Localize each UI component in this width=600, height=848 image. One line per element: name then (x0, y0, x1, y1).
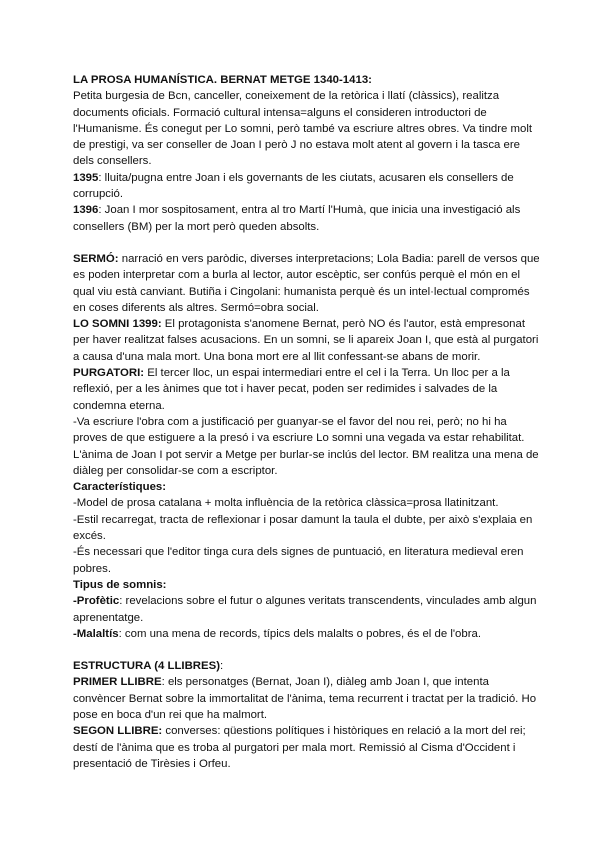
primer-llibre-text: : els personatges (Bernat, Joan I), diàleg amb Joan I, que intenta convèncer Bernat sobre la immortalitat de l'ànima, tema recurrent i tractat per la tradició. Ho pose en boca d'un rei que ha malmort. (73, 676, 537, 721)
segon-llibre-paragraph (73, 723, 540, 772)
purgatori-text: El tercer lloc, un espai intermediari entre el cel i la Terra. Un lloc per a la reflexió, per a les ànimes que tot i haver pecat, poden ser redimides i salvades de la condemna eterna. (73, 367, 510, 412)
segon-llibre-label: SEGON LLIBRE: (73, 725, 163, 738)
profetic-paragraph (73, 593, 540, 626)
lo-somni-paragraph (73, 316, 540, 365)
malaltis-label: -Malaltís (73, 627, 119, 640)
estructura-heading-label: ESTRUCTURA (4 LLIBRES) (73, 660, 221, 673)
purgatori-paragraph (73, 365, 540, 414)
sermo-paragraph (73, 251, 540, 316)
purgatori-label: PURGATORI: (73, 367, 145, 380)
purgatori-note: -Va escriure l'obra com a justificació per guanyar-se el favor del nou rei, però; no hi ha proves de que estiguere a la presó i va escriure Lo somni una vegada va estar rehabilitat. L'ànima de Joan I pot servir a Metge per burlar-se inclús del lector. BM realitza una mena de diàleg per consolidar-se com a escriptor. (73, 415, 539, 477)
profetic-text: : revelacions sobre el futur o algunes veritats transcendents, vinculades amb algun aprenentatge. (73, 595, 537, 624)
year-1396-text: : Joan I mor sospitosament, entra al tro Martí l'Humà, que inicia una investigació als consellers (BM) per la mort però queden absolts. (73, 204, 521, 233)
malaltis-text: : com una mena de records, típics dels malalts o pobres, és el de l'obra. (118, 627, 482, 640)
lo-somni-text: El protagonista s'anomene Bernat, però NO és l'autor, està empresonat per haver realitzat falses acusacions. En un somni, se li apareix Joan I, que està al purgatori a causa d'una mala mort. Una bona mort ere al llit confessant-se abans de morir. (73, 318, 539, 363)
year-1395-text: : lluita/pugna entre Joan i els governants de les ciutats, acusaren els consellers de corrupció. (73, 171, 514, 201)
primer-llibre-paragraph (73, 674, 540, 723)
estructura-heading (73, 658, 540, 674)
primer-llibre-label: PRIMER LLIBRE (73, 676, 162, 689)
sermo-label: SERMÓ: (73, 252, 119, 265)
year-1395-paragraph (73, 170, 540, 203)
caracteristiques-item: -És necessari que l'editor tinga cura dels signes de puntuació, en literatura medieval eren pobres. (73, 546, 524, 575)
estructura-heading-suffix: : (220, 660, 224, 673)
year-1395-label: 1395 (73, 171, 99, 184)
malaltis-paragraph (73, 626, 540, 642)
intro-paragraph: Petita burgesia de Bcn, canceller, coneixement de la retòrica i llatí (clàssics), realitza documents oficials. Formació cultural intensa=alguns el consideren introductori de l'Humanisme. És conegut per Lo somni, però també va escriure altres obres. Va tindre molt de prestigi, va ser conseller de Joan I però J no estava molt atent al govern i la tasca ere dels consellers. (73, 90, 533, 168)
spacer (73, 642, 540, 658)
tipus-somnis-heading: Tipus de somnis: (73, 578, 167, 591)
caracteristiques-heading: Característiques: (73, 481, 167, 494)
sermo-text: narració en vers paròdic, diverses interpretacions; Lola Badia: parell de versos que es poden interpretar com a burla al lector, autor escèptic, ser confús perquè el món en el qual viu està canviant. Butiña i Cingolani: humanista perquè és un intel·lectual compromés en coses diferents als altres. Sermó=obra social. (73, 252, 540, 314)
document-title: LA PROSA HUMANÍSTICA. BERNAT METGE 1340-1413: (73, 74, 372, 86)
spacer (73, 235, 540, 251)
year-1396-paragraph (73, 202, 540, 235)
caracteristiques-item: -Estil recarregat, tracta de reflexionar i posar damunt la taula el dubte, per això s'explaia en excés. (73, 513, 533, 543)
profetic-label: -Profètic (73, 595, 120, 608)
segon-llibre-text: converses: qüestions polítiques i històriques en relació a la mort del rei; destí de l'ànima que es troba al purgatori per mala mort. Remissió al Cisma d'Occident i presentació de Tirèsies i Orfeu. (73, 725, 526, 770)
caracteristiques-item: -Model de prosa catalana + molta influència de la retòrica clàssica=prosa llatinitzant. (73, 497, 499, 510)
year-1396-label: 1396 (73, 204, 99, 217)
lo-somni-label: LO SOMNI 1399: (73, 318, 162, 331)
